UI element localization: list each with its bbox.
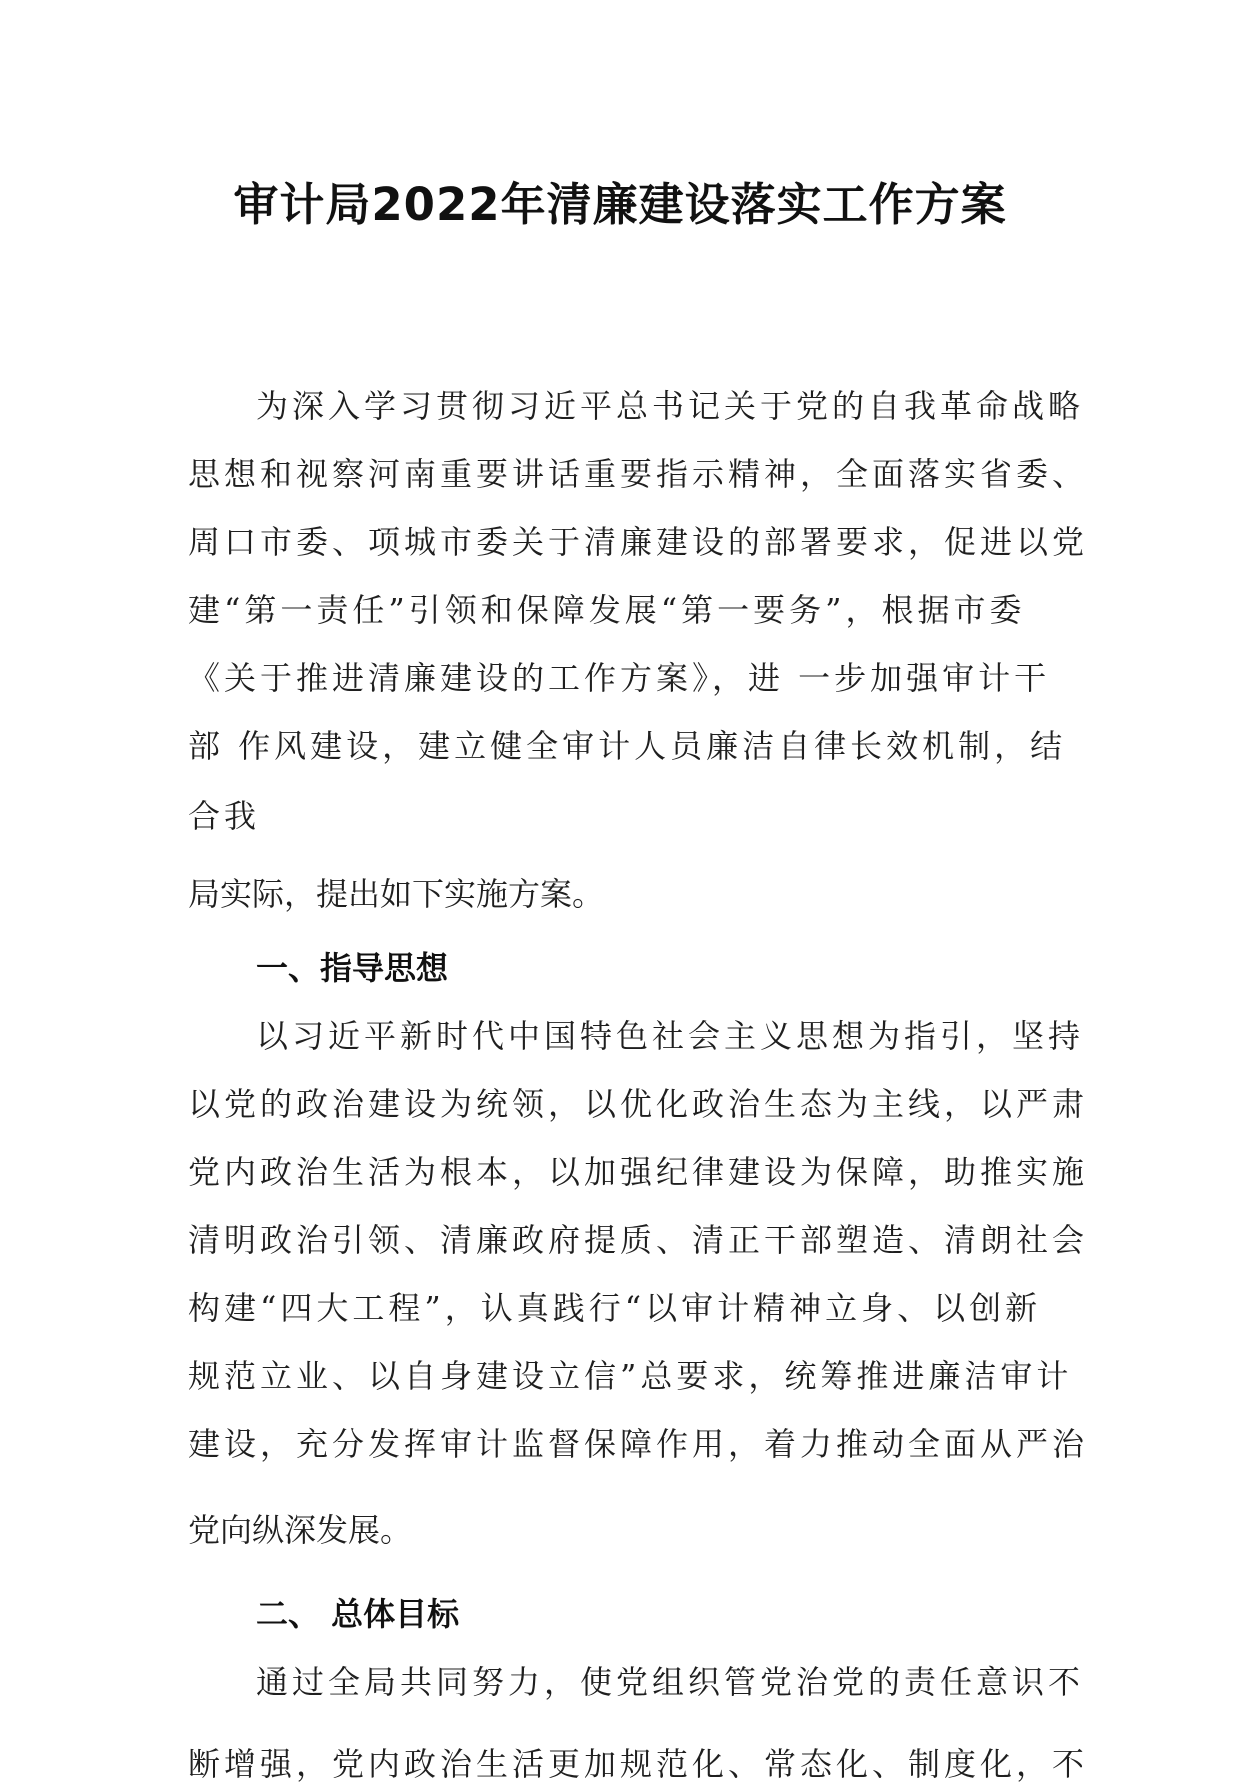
intro-line-6: 部 作风建设，建立健全审计人员廉洁自律长效机制，结	[188, 727, 1067, 765]
section1-line-6: 规范立业、以自身建设立信”总要求，统筹推进廉洁审计	[188, 1357, 1073, 1395]
intro-line-4: 建“第一责任”引领和保障发展“第一要务”，根据市委	[188, 591, 1026, 629]
section1-line-2: 以党的政治建设为统领，以优化政治生态为主线，以严肃	[188, 1085, 1089, 1123]
document-title: 审计局2022年清廉建设落实工作方案	[233, 178, 1007, 231]
section1-line-7: 建设，充分发挥审计监督保障作用，着力推动全面从严治	[188, 1425, 1089, 1463]
section1-line-5: 构建“四大工程”，认真践行“以审计精神立身、以创新	[188, 1289, 1042, 1327]
intro-line-7: 合我	[188, 797, 261, 835]
intro-line-2: 思想和视察河南重要讲话重要指示精神，全面落实省委、	[188, 455, 1089, 493]
section2-line-2: 断增强，党内政治生活更加规范化、常态化、制度化，不	[188, 1745, 1089, 1783]
intro-line-8: 局实际，提出如下实施方案。	[188, 875, 605, 913]
section2-line-1: 通过全局共同努力，使党组织管党治党的责任意识不	[256, 1663, 1085, 1701]
intro-line-1: 为深入学习贯彻习近平总书记关于党的自我革命战略	[256, 387, 1085, 425]
section1-line-4: 清明政治引领、清廉政府提质、清正干部塑造、清朗社会	[188, 1221, 1089, 1259]
intro-line-3: 周口市委、项城市委关于清廉建设的部署要求，促进以党	[188, 523, 1089, 561]
section1-line-1: 以习近平新时代中国特色社会主义思想为指引，坚持	[256, 1017, 1085, 1055]
section-heading-overall-goal: 二、 总体目标	[256, 1595, 460, 1633]
intro-line-5: 《关于推进清廉建设的工作方案》，进 一步加强审计干	[188, 659, 1051, 697]
section1-line-3: 党内政治生活为根本，以加强纪律建设为保障，助推实施	[188, 1153, 1089, 1191]
section-heading-guiding-ideology: 一、指导思想	[256, 949, 449, 987]
section1-line-8: 党向纵深发展。	[188, 1511, 413, 1549]
